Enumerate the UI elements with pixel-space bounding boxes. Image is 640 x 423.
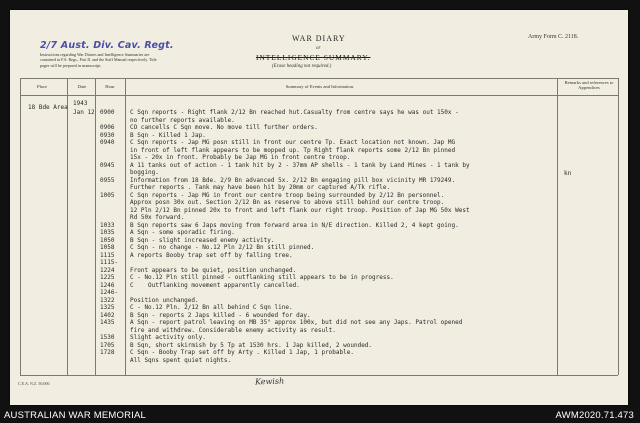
vertical-rule [95, 78, 96, 375]
vertical-rule [20, 78, 21, 375]
entry-hour: 0955 [100, 176, 115, 184]
print-reference: C.E.A. N.Z. 50,000. [18, 381, 51, 386]
place-cell: 18 Bde Area [28, 104, 68, 111]
entry-hour: 1224 [100, 266, 115, 274]
instructions-text: Instructions regarding War Diaries and Intelligence Summaries are contained in F.S. Regs., Part II. and the Staff Manual respectively. Title pages will be prepared in manuscript. [40, 52, 157, 68]
title-erase-note: (Erase heading not required.) [272, 64, 332, 69]
footer-institution: AUSTRALIAN WAR MEMORIAL [4, 410, 147, 421]
entry-hour: 1225 [100, 274, 115, 281]
column-header-date: Date [77, 84, 87, 89]
entry-hour: 1246- [100, 289, 119, 296]
entry-hour: 1246 [100, 281, 115, 289]
army-form-label: Army Form C. 2118. [528, 34, 579, 40]
entry-text: Position unchanged. [130, 296, 199, 304]
column-header-remarks: Remarks and references to Appendices [564, 80, 614, 90]
vertical-rule [67, 78, 68, 375]
entry-text: B Sqn - Killed 1 Jap. [130, 131, 206, 139]
entry-hour: 1050 [100, 236, 115, 244]
entry-hour: 0945 [100, 161, 115, 169]
signature: Kewish [254, 376, 285, 387]
entry-text: C Sqn - no change - No.12 Pln 2/12 Bn still pinned. [130, 244, 315, 251]
entry-text: C - No.12 Pln. 2/12 Bn all behind C Sqn line. [130, 304, 293, 311]
entry-text: Information from 18 Bde. 2/9 Bn advanced 5x. 2/12 Bn engaging pill box vicinity MR 179249. Further reports . Tank may have been hit by 20mm or captured A/Tk rifle. [130, 176, 456, 191]
horizontal-rule [20, 78, 618, 79]
entry-hour: 1322 [100, 296, 115, 304]
title-war-diary: WAR DIARY [292, 34, 346, 43]
entry-text: Front appears to be quiet, position unchanged. [130, 266, 297, 274]
entry-hour: 1325 [100, 304, 115, 311]
entry-text: B Sqn reports saw 6 Japs moving from forward area in N/E direction. Killed 2, 4 kept going. [130, 221, 459, 229]
entry-hour: 0906 [100, 124, 115, 131]
entry-hour: 1728 [100, 349, 115, 356]
vertical-rule [618, 78, 619, 375]
entry-text: A 11 tanks out of action - 1 tank hit by 2 - 37mm AP shells - 1 tank by Land Mines - 1 tank by bogging. [130, 161, 470, 176]
horizontal-rule [20, 95, 618, 96]
vertical-rule [557, 78, 558, 375]
entry-text: Slight activity only. [130, 334, 206, 341]
entry-text: C Sqn reports - Jap MG posn still in front our centre Tp. Exact location not known. Jap MG in front of left flank appears to be mopped up. Tp Right flank reports some 2/12 Bn pinned 15x - 20x in front. Probably be Jap MG in front centre troop. [130, 139, 456, 161]
entry-text: C - No.12 Pln still pinned - outflanking still appears to be in progress. [130, 274, 394, 281]
entry-text: A Sqn - some sporadic firing. [130, 229, 235, 236]
entry-text: B Sqn, short skirmish by 5 Tp at 1530 hrs. 1 Jap killed, 2 wounded. [130, 341, 373, 349]
entry-hour: 1402 [100, 311, 115, 319]
entry-hour: 0930 [100, 131, 115, 139]
entry-text: CO cancells C Sqn move. No move till further orders. [130, 124, 318, 131]
entry-text: C Sqn reports - Right flank 2/12 Bn reached hut.Casualty from centre says he was out 150x - no further reports available. [130, 109, 459, 124]
entry-text: A Sqn - report patrol leaving on MB 35° approx 100x, but did not see any Japs. Patrol opened fire and withdrew. Considerable enemy activity as result. [130, 319, 463, 334]
entry-text: B Sqn - slight increased enemy activity. [130, 236, 275, 244]
entry-text: A reports Booby trap set off by falling tree. [130, 251, 293, 259]
year-cell: 1943 [73, 100, 88, 107]
vertical-rule [125, 78, 126, 375]
entry-hour: 1035 [100, 229, 115, 236]
column-header-summary: Summary of Events and Information. [285, 84, 355, 89]
entry-hour: 1058 [100, 244, 115, 251]
horizontal-rule [20, 375, 618, 376]
title-or: or [316, 46, 321, 51]
footer-accession-number: AWM2020.71.473 [555, 410, 634, 421]
entry-text: B Sqn - reports 2 Japs killed - 6 wounded for day. [130, 311, 311, 319]
entry-hour: 0940 [100, 139, 115, 146]
entry-hour: 1115 [100, 251, 115, 259]
column-header-hour: Hour [105, 84, 115, 89]
remark-note: kn [564, 170, 572, 177]
entry-hour: 1705 [100, 341, 115, 349]
date-cell: Jan 12 [73, 109, 95, 116]
entry-hour: 1033 [100, 221, 115, 229]
entry-hour: 1530 [100, 334, 115, 341]
entry-hour: 1115- [100, 259, 119, 266]
entry-text: C Sqn - Booby Trap set off by Arty . Killed 1 Jap, 1 probable. All Sqns spent quiet nights. [130, 349, 354, 364]
entry-text: C Outflanking movement apparently cancelled. [130, 281, 300, 289]
entry-hour: 1005 [100, 191, 115, 199]
entry-hour: 1435 [100, 319, 115, 326]
unit-stamp: 2/7 Aust. Div. Cav. Regt. [40, 40, 174, 51]
title-intelligence-summary: INTELLIGENCE SUMMARY. [256, 53, 371, 62]
column-header-place: Place [37, 84, 47, 89]
entry-hour: 0900 [100, 109, 115, 116]
entry-text: C Sqn reports - Jap MG in front our centre troop being surrounded by 2/12 Bn personnel. Approx posn 30x out. Section 2/12 Bn as reserve to above still behind our centre troop. 12 Pln 2/12 Bn pinned 20x to front and left flank our right troop. Position of Jap MG 50x West Rd 50x forward. [130, 191, 470, 221]
